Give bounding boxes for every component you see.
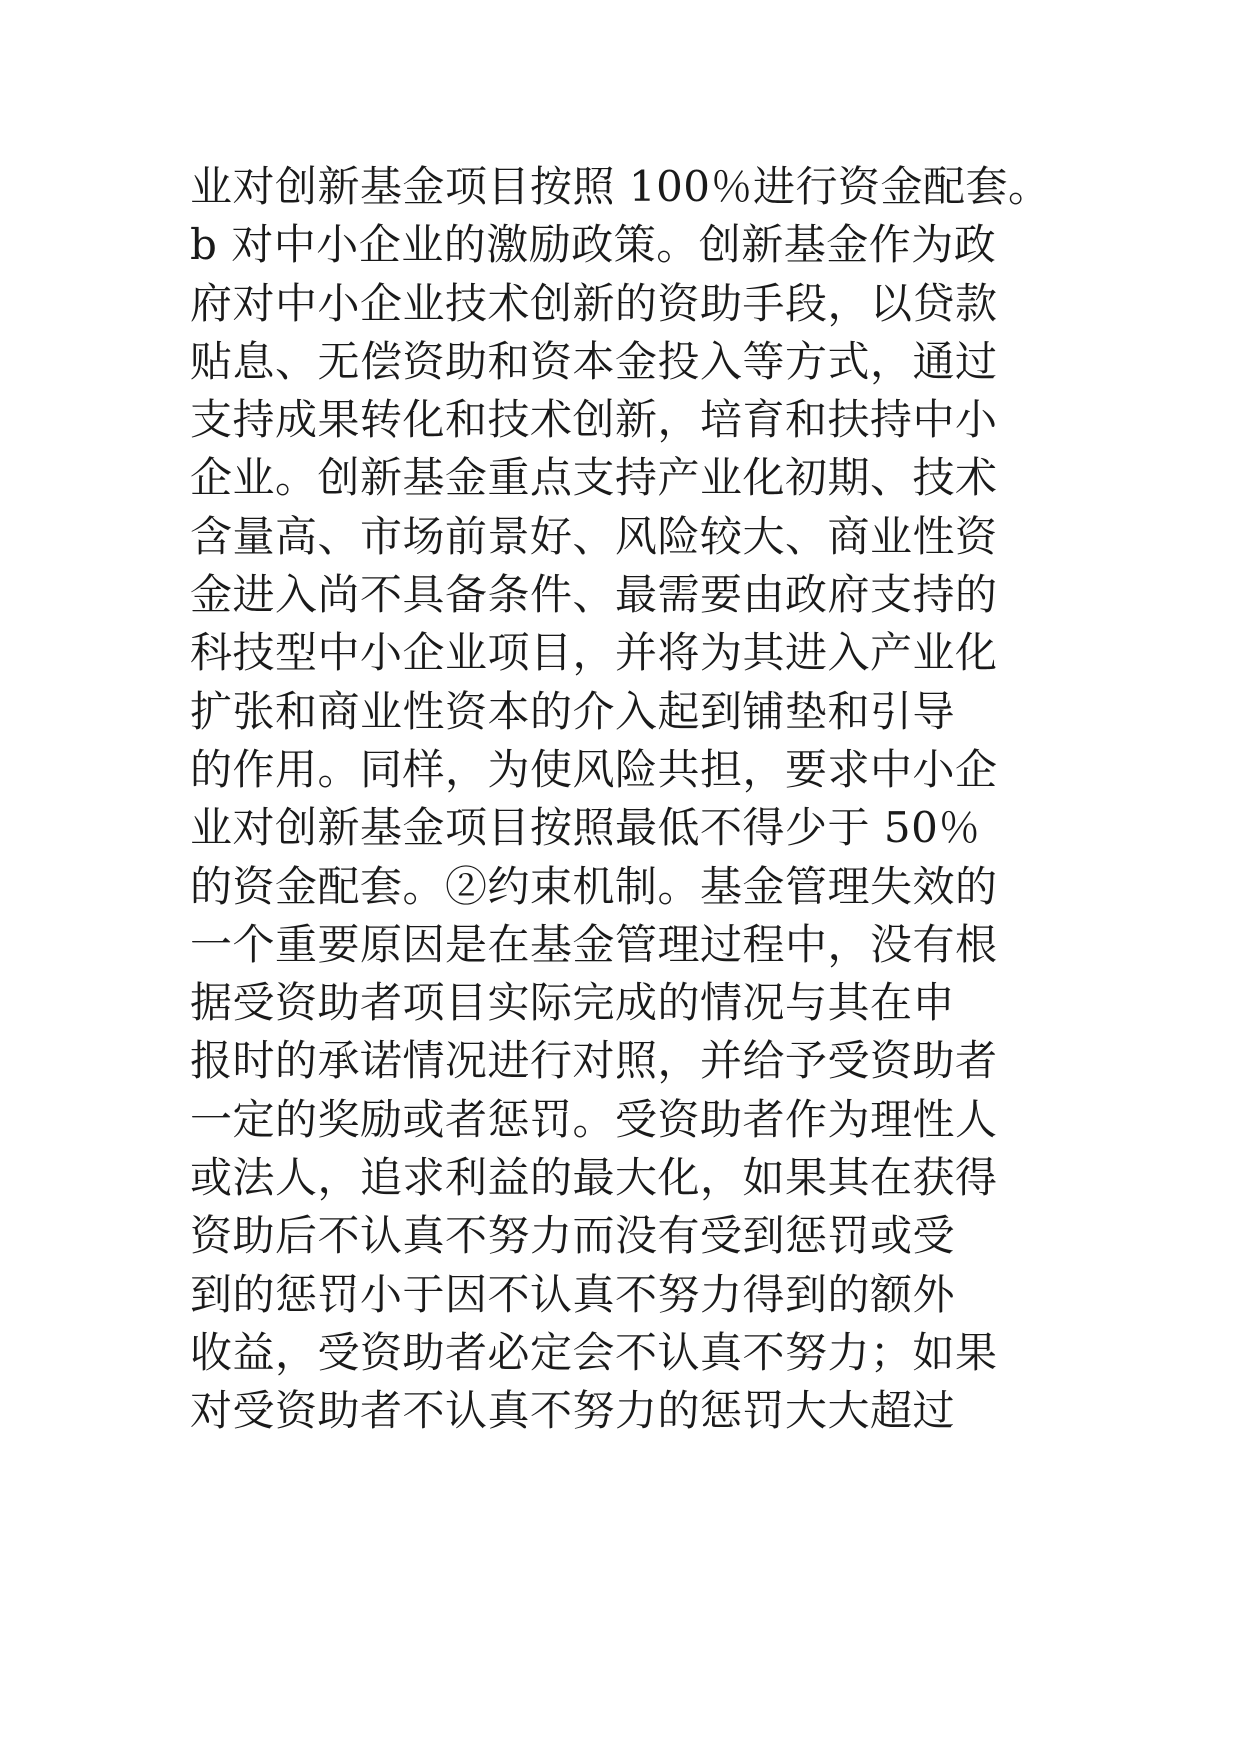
text-line: 或法人，追求利益的最大化，如果其在获得 bbox=[190, 1153, 998, 1203]
text-line: 一个重要原因是在基金管理过程中，没有根 bbox=[190, 919, 998, 969]
text-line: 企业。创新基金重点支持产业化初期、技术 bbox=[190, 453, 998, 503]
text-line: 对受资助者不认真不努力的惩罚大大超过 bbox=[190, 1386, 956, 1436]
text-line: 业对创新基金项目按照最低不得少于 50％ bbox=[190, 803, 981, 853]
text-line: 科技型中小企业项目，并将为其进入产业化 bbox=[190, 628, 998, 678]
text-line: 支持成果转化和技术创新，培育和扶持中小 bbox=[190, 395, 998, 445]
text-line: 到的惩罚小于因不认真不努力得到的额外 bbox=[190, 1269, 956, 1319]
text-line: 金进入尚不具备条件、最需要由政府支持的 bbox=[190, 570, 998, 620]
text-line: 的作用。同样，为使风险共担，要求中小企 bbox=[190, 744, 998, 794]
text-line: 府对中小企业技术创新的资助手段，以贷款 bbox=[190, 278, 998, 328]
text-line: 据受资助者项目实际完成的情况与其在申 bbox=[190, 978, 956, 1028]
text-line: b 对中小企业的激励政策。创新基金作为政 bbox=[190, 220, 997, 270]
text-line: 扩张和商业性资本的介入起到铺垫和引导 bbox=[190, 686, 956, 736]
text-line: 报时的承诺情况进行对照，并给予受资助者 bbox=[190, 1036, 998, 1086]
text-line: 一定的奖励或者惩罚。受资助者作为理性人 bbox=[190, 1094, 998, 1144]
text-line: 的资金配套。②约束机制。基金管理失效的 bbox=[190, 861, 998, 911]
text-line: 资助后不认真不努力而没有受到惩罚或受 bbox=[190, 1211, 956, 1261]
text-line: 业对创新基金项目按照 100％进行资金配套。 bbox=[190, 162, 1051, 211]
text-line: 含量高、市场前景好、风险较大、商业性资 bbox=[190, 511, 998, 561]
text-line: 收益，受资助者必定会不认真不努力；如果 bbox=[190, 1327, 998, 1377]
text-line: 贴息、无偿资助和资本金投入等方式，通过 bbox=[190, 336, 998, 386]
body-text bbox=[190, 158, 1090, 1441]
